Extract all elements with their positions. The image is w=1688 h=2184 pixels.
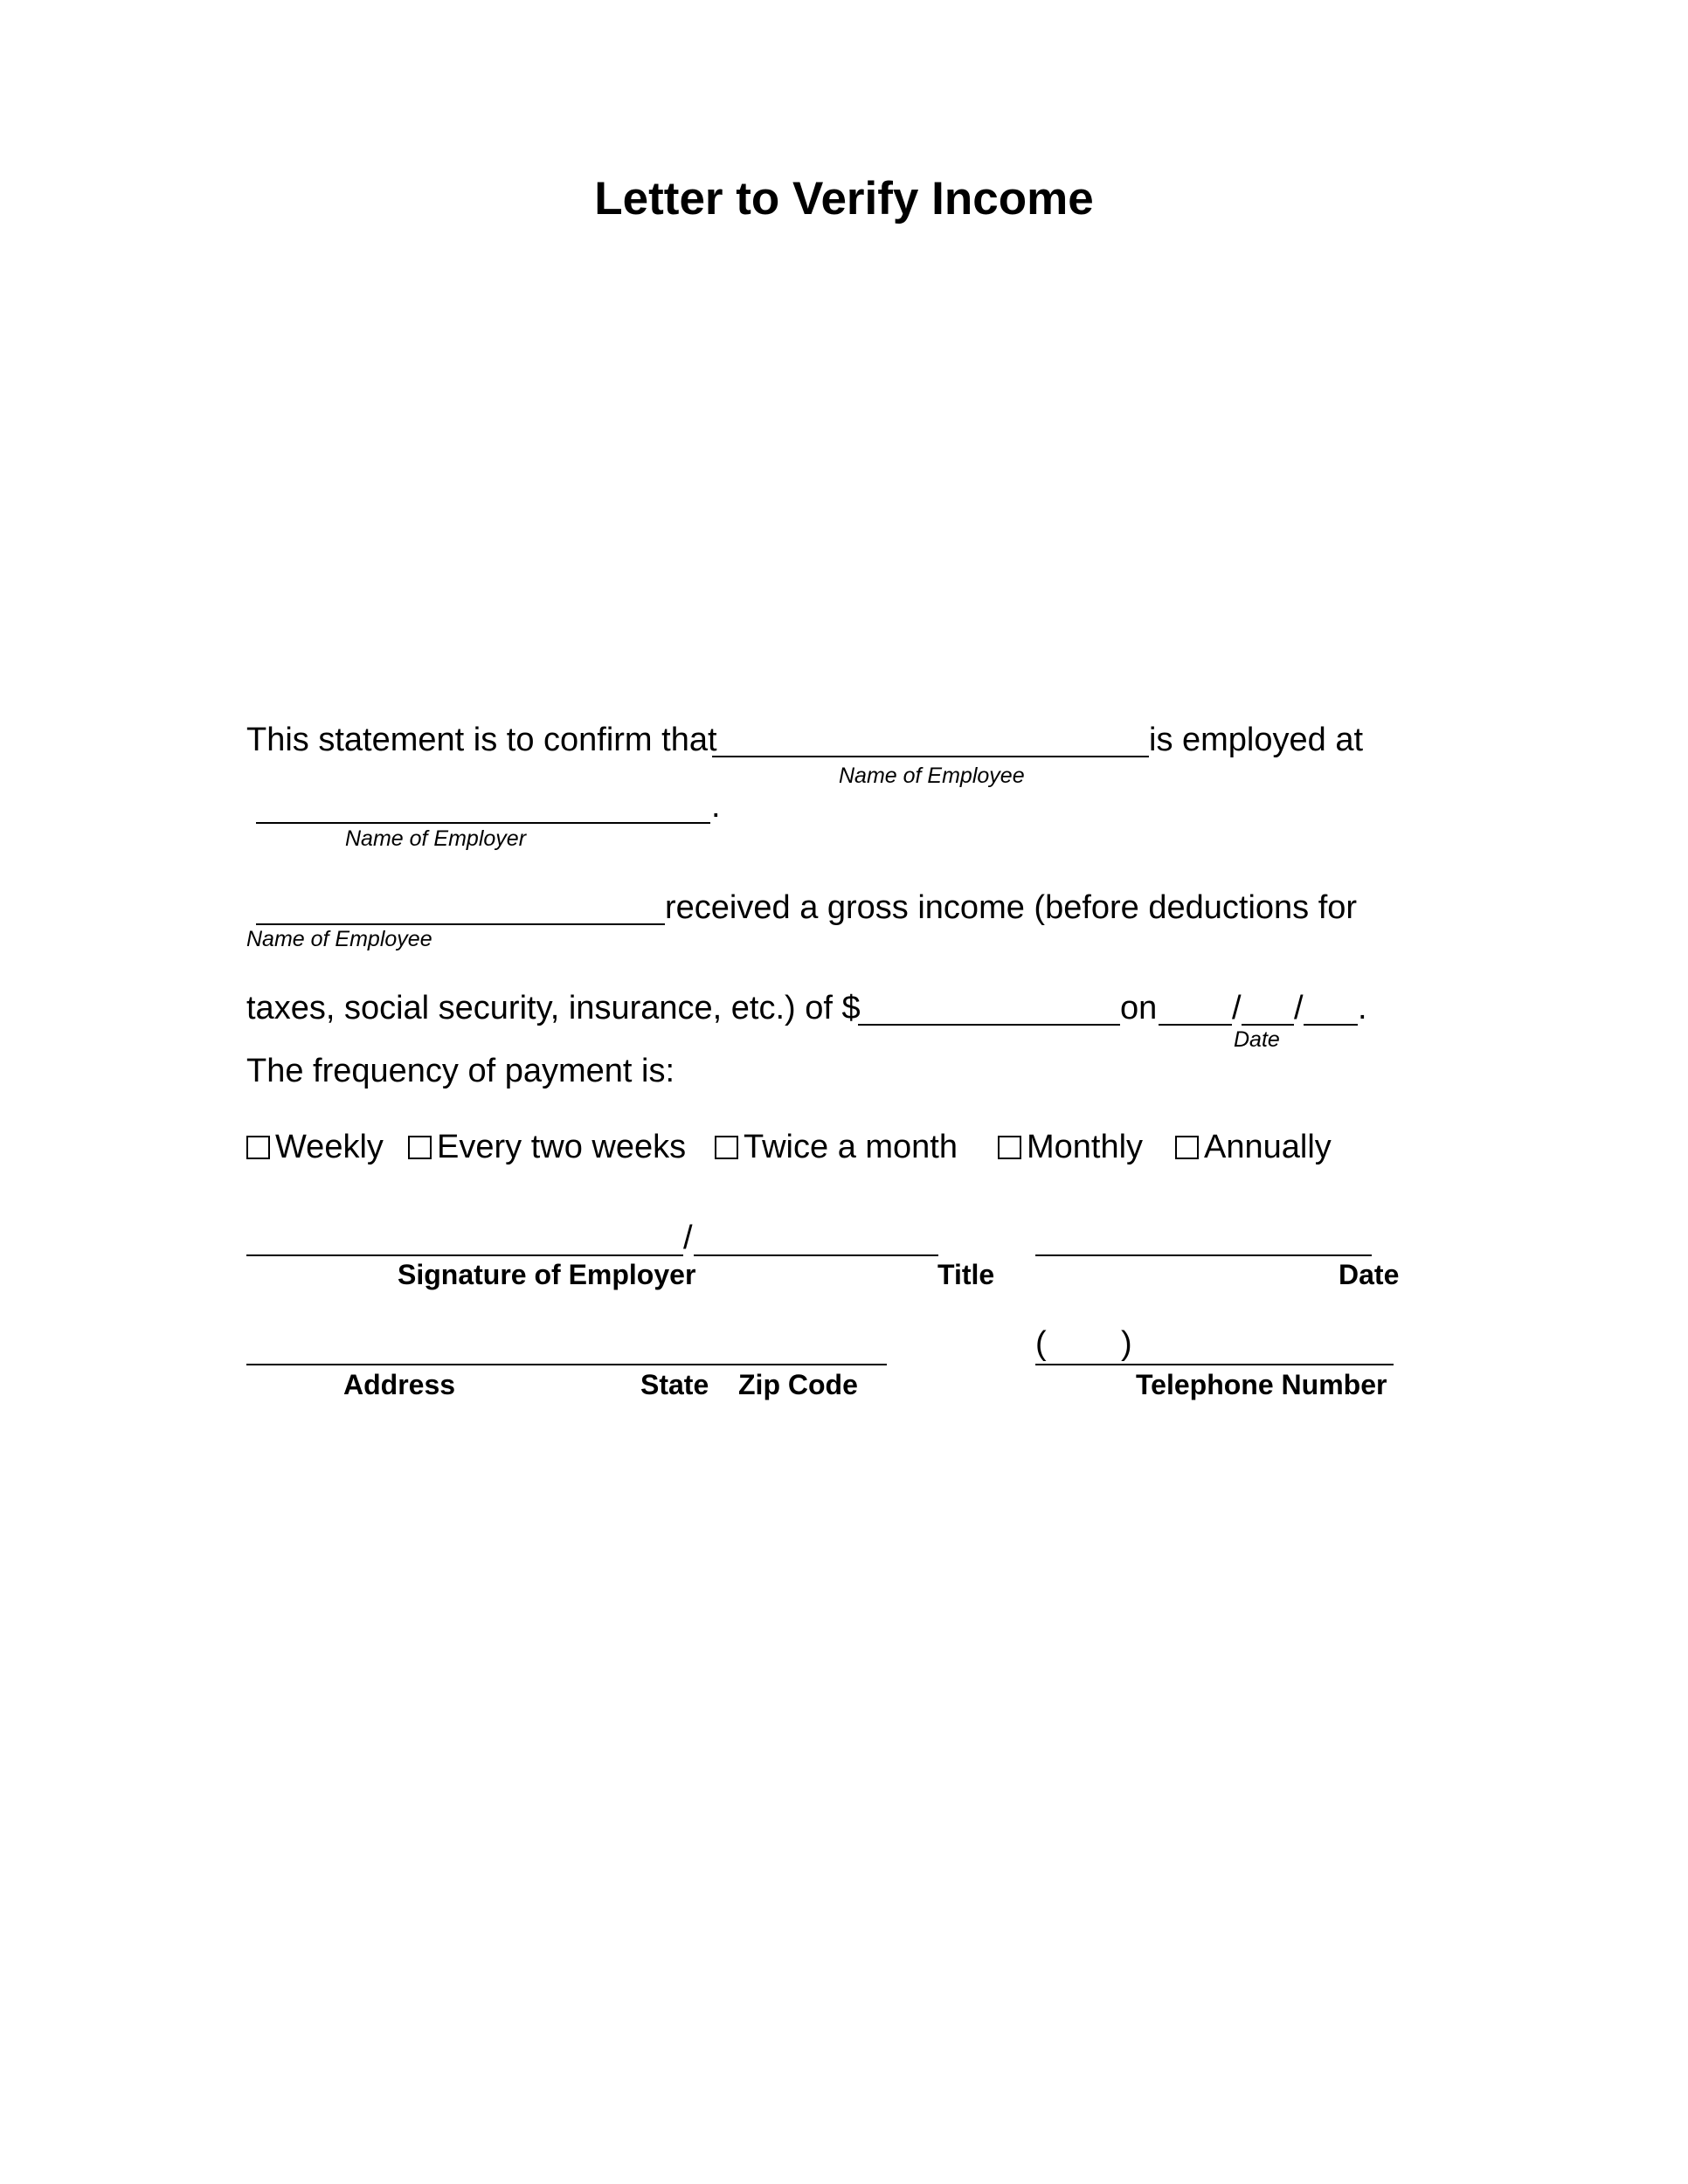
checkbox-monthly[interactable] [998, 1136, 1021, 1159]
date-slash-1: / [1232, 990, 1242, 1026]
date-label: Date [1339, 1259, 1400, 1290]
frequency-option-weekly[interactable] [246, 1127, 384, 1167]
checkbox-weekly[interactable] [246, 1136, 270, 1159]
employee-name-caption-1: Name of Employee [839, 764, 1025, 788]
option-label-annually: Annually [1204, 1129, 1332, 1165]
signature-date-field[interactable] [1035, 1254, 1372, 1256]
frequency-prompt: The frequency of payment is: [246, 1053, 675, 1089]
option-label-every-two-weeks: Every two weeks [437, 1129, 687, 1165]
gross-income-text: received a gross income (before deductions for [665, 889, 1358, 926]
on-text: on [1120, 990, 1158, 1026]
date-caption: Date [1234, 1027, 1280, 1052]
frequency-option-every-two-weeks[interactable] [408, 1127, 686, 1167]
employee-name-field-2[interactable] [256, 923, 665, 925]
frequency-option-monthly[interactable] [998, 1127, 1143, 1167]
address-field[interactable] [246, 1364, 887, 1365]
frequency-option-twice-a-month[interactable] [715, 1127, 958, 1167]
option-label-twice-a-month: Twice a month [744, 1129, 958, 1165]
employer-period: . [711, 788, 721, 825]
date-month-field[interactable] [1159, 1024, 1232, 1026]
confirm-lead-text: This statement is to confirm that [246, 722, 717, 758]
page-title: Letter to Verify Income [594, 173, 1094, 225]
date-slash-2: / [1294, 990, 1304, 1026]
employee-name-field-1[interactable] [712, 756, 1149, 757]
date-day-field[interactable] [1242, 1024, 1294, 1026]
address-label: Address [343, 1369, 456, 1400]
option-label-weekly: Weekly [275, 1129, 384, 1165]
checkbox-annually[interactable] [1175, 1136, 1199, 1159]
state-label: State [640, 1369, 709, 1400]
employer-name-field[interactable] [256, 822, 710, 824]
title-label: Title [937, 1259, 995, 1290]
employed-at-text: is employed at [1149, 722, 1364, 758]
employer-signature-field[interactable] [246, 1254, 683, 1256]
employee-name-caption-2: Name of Employee [246, 927, 432, 951]
taxes-text: taxes, social security, insurance, etc.) of $ [246, 990, 861, 1026]
gross-income-amount-field[interactable] [858, 1024, 1120, 1026]
checkbox-every-two-weeks[interactable] [408, 1136, 432, 1159]
signature-label: Signature of Employer [398, 1259, 696, 1290]
telephone-field[interactable] [1035, 1364, 1394, 1365]
employer-title-field[interactable] [694, 1254, 938, 1256]
phone-open-paren: ( [1035, 1325, 1047, 1362]
checkbox-twice-a-month[interactable] [715, 1136, 738, 1159]
phone-close-paren: ) [1121, 1325, 1132, 1362]
option-label-monthly: Monthly [1027, 1129, 1144, 1165]
signature-slash: / [683, 1220, 693, 1256]
date-period: . [1358, 990, 1367, 1026]
telephone-label: Telephone Number [1136, 1369, 1387, 1400]
employer-name-caption: Name of Employer [345, 826, 527, 851]
zip-code-label: Zip Code [738, 1369, 858, 1400]
frequency-option-annually[interactable] [1175, 1127, 1332, 1167]
date-year-field[interactable] [1304, 1024, 1358, 1026]
